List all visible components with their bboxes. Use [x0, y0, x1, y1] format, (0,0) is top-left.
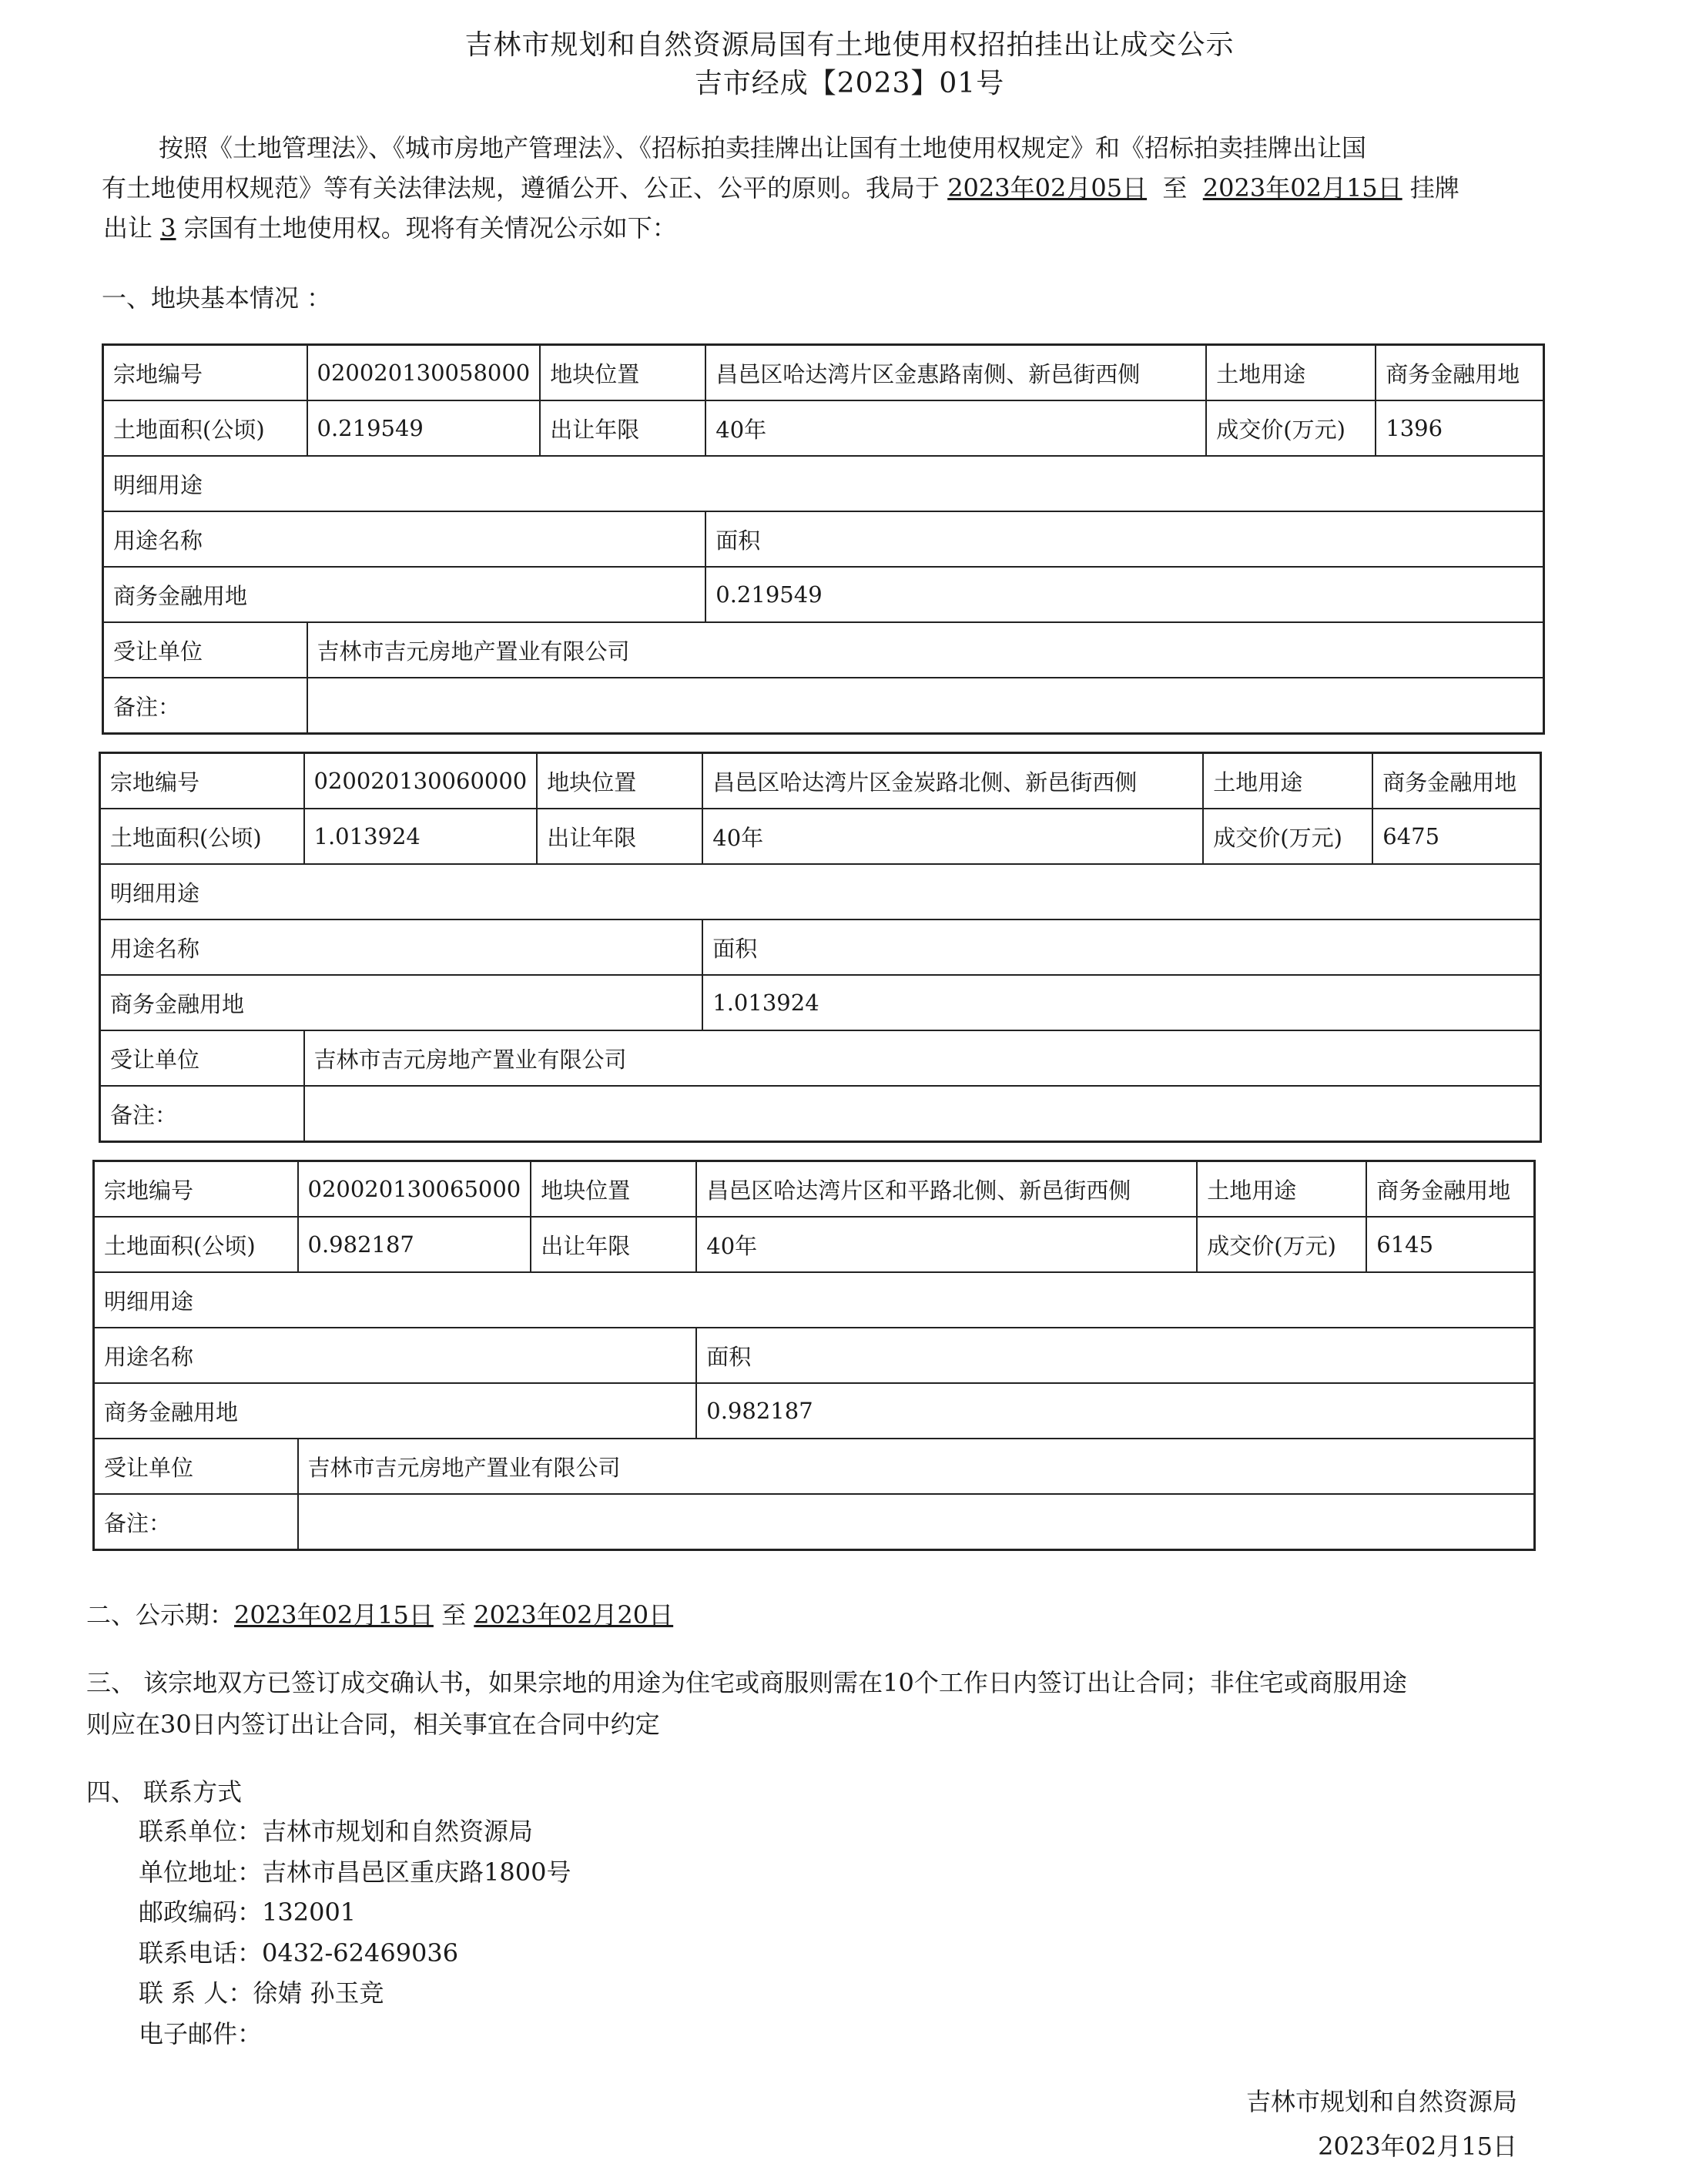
parcel-count: 3 — [160, 213, 176, 243]
intro-line-1: 按照《土地管理法》、《城市房地产管理法》、《招标拍卖挂牌出让国有土地使用权规定》和《招标拍卖挂牌出让国 — [159, 133, 1367, 162]
intro-line-3: 出让 3 宗国有土地使用权。现将有关情况公示如下： — [103, 213, 677, 243]
intro-paragraph — [103, 128, 1513, 248]
section-2-publicity-period: 二、公示期：2023年02月15日 至 2023年02月20日 — [86, 1600, 674, 1630]
label-use-name: 用途名称 — [94, 1328, 697, 1383]
contact-info — [139, 1811, 571, 2054]
listing-end-date: 2023年02月15日 — [1202, 173, 1402, 203]
label-area: 土地面积(公顷) — [100, 809, 304, 864]
land-use-value: 商务金融用地 — [1366, 1161, 1534, 1218]
section-4-heading: 四、 联系方式 — [86, 1777, 243, 1807]
table-row — [100, 753, 1541, 809]
label-area: 土地面积(公顷) — [103, 400, 307, 456]
area-value: 1.013924 — [304, 809, 538, 864]
table-row — [103, 456, 1544, 511]
parcel-no-value: 020020130065000 — [298, 1161, 531, 1218]
contact-unit: 联系单位：吉林市规划和自然资源局 — [139, 1817, 534, 1846]
label-area: 土地面积(公顷) — [94, 1217, 298, 1272]
parcel-table — [102, 343, 1545, 735]
section-3-contract-terms: 三、 该宗地双方已签订成交确认书，如果宗地的用途为住宅或商服则需在10个工作日内签订出让合同；非住宅或商服用途 则应在30日内签订出让合同，相关事宜在合同中约定 — [86, 1668, 1407, 1739]
label-detail-use: 明细用途 — [103, 456, 1544, 511]
label-detail-use: 明细用途 — [100, 864, 1541, 919]
table-row — [100, 1030, 1541, 1086]
signature-date: 2023年02月15日 — [1318, 2132, 1517, 2161]
label-remarks: 备注： — [103, 678, 307, 734]
label-remarks: 备注： — [100, 1086, 304, 1142]
buyer-value: 吉林市吉元房地产置业有限公司 — [307, 622, 1544, 678]
term-value: 40年 — [705, 400, 1206, 456]
label-term: 出让年限 — [537, 809, 702, 864]
signature-org: 吉林市规划和自然资源局 — [1245, 2087, 1517, 2116]
table-row — [100, 975, 1541, 1030]
label-area-col: 面积 — [705, 511, 1543, 567]
table-row — [94, 1439, 1535, 1494]
table-row — [103, 400, 1544, 456]
label-parcel-no: 宗地编号 — [103, 345, 307, 401]
contact-phone: 联系电话：0432-62469036 — [139, 1938, 459, 1968]
label-location: 地块位置 — [540, 345, 705, 401]
label-area-col: 面积 — [702, 919, 1540, 975]
parcel-table — [92, 1160, 1536, 1551]
table-row — [103, 345, 1544, 401]
table-row — [103, 622, 1544, 678]
contact-person: 联 系 人：徐婧 孙玉竞 — [139, 1978, 384, 2008]
detail-use-name-value: 商务金融用地 — [94, 1383, 697, 1439]
remarks-value — [298, 1494, 1535, 1550]
label-location: 地块位置 — [531, 1161, 696, 1218]
remarks-value — [304, 1086, 1541, 1142]
buyer-value: 吉林市吉元房地产置业有限公司 — [304, 1030, 1541, 1086]
listing-start-date: 2023年02月05日 — [947, 173, 1148, 203]
document-number: 吉市经成【2023】01号 — [694, 68, 1005, 99]
detail-use-name-value: 商务金融用地 — [103, 567, 706, 622]
remarks-value — [307, 678, 1544, 734]
label-buyer: 受让单位 — [103, 622, 307, 678]
location-value: 昌邑区哈达湾片区金惠路南侧、新邑街西侧 — [705, 345, 1206, 401]
label-land-use: 土地用途 — [1203, 753, 1372, 809]
label-parcel-no: 宗地编号 — [94, 1161, 298, 1218]
table-row — [103, 678, 1544, 734]
table-row — [100, 864, 1541, 919]
area-value: 0.982187 — [298, 1217, 531, 1272]
section-1-heading: 一、地块基本情况 ： — [102, 283, 332, 313]
table-row — [103, 567, 1544, 622]
table-row — [94, 1494, 1535, 1550]
label-term: 出让年限 — [540, 400, 705, 456]
term-value: 40年 — [702, 809, 1203, 864]
label-remarks: 备注： — [94, 1494, 298, 1550]
table-row — [94, 1217, 1535, 1272]
price-value: 1396 — [1376, 400, 1543, 456]
table-row — [94, 1328, 1535, 1383]
label-price: 成交价(万元) — [1197, 1217, 1366, 1272]
table-row — [100, 809, 1541, 864]
publicity-end-date: 2023年02月20日 — [474, 1600, 674, 1630]
intro-line-2: 有土地使用权规范》等有关法律法规，遵循公开、公正、公平的原则。我局于 2023年02月05日 至 2023年02月15日 挂牌 — [102, 173, 1459, 203]
label-location: 地块位置 — [537, 753, 702, 809]
detail-area-value: 1.013924 — [702, 975, 1540, 1030]
label-land-use: 土地用途 — [1197, 1161, 1366, 1218]
label-use-name: 用途名称 — [100, 919, 703, 975]
table-row — [103, 511, 1544, 567]
label-buyer: 受让单位 — [94, 1439, 298, 1494]
contact-postcode: 邮政编码：132001 — [139, 1898, 357, 1927]
table-row — [94, 1272, 1535, 1328]
location-value: 昌邑区哈达湾片区金炭路北侧、新邑街西侧 — [702, 753, 1203, 809]
table-row — [100, 1086, 1541, 1142]
detail-use-name-value: 商务金融用地 — [100, 975, 703, 1030]
label-land-use: 土地用途 — [1206, 345, 1376, 401]
table-row — [94, 1161, 1535, 1218]
term-value: 40年 — [696, 1217, 1197, 1272]
contact-address: 单位地址：吉林市昌邑区重庆路1800号 — [139, 1857, 571, 1887]
price-value: 6145 — [1366, 1217, 1534, 1272]
label-price: 成交价(万元) — [1203, 809, 1372, 864]
land-use-value: 商务金融用地 — [1372, 753, 1540, 809]
table-row — [100, 919, 1541, 975]
parcel-no-value: 020020130060000 — [304, 753, 538, 809]
label-detail-use: 明细用途 — [94, 1272, 1535, 1328]
label-parcel-no: 宗地编号 — [100, 753, 304, 809]
label-use-name: 用途名称 — [103, 511, 706, 567]
buyer-value: 吉林市吉元房地产置业有限公司 — [298, 1439, 1535, 1494]
page-title: 吉林市规划和自然资源局国有土地使用权招拍挂出让成交公示 — [464, 29, 1235, 61]
label-buyer: 受让单位 — [100, 1030, 304, 1086]
price-value: 6475 — [1372, 809, 1540, 864]
parcel-no-value: 020020130058000 — [307, 345, 541, 401]
contact-email: 电子邮件： — [139, 2018, 263, 2048]
detail-area-value: 0.219549 — [705, 567, 1543, 622]
location-value: 昌邑区哈达湾片区和平路北侧、新邑街西侧 — [696, 1161, 1197, 1218]
detail-area-value: 0.982187 — [696, 1383, 1534, 1439]
parcel-table — [99, 752, 1542, 1143]
label-term: 出让年限 — [531, 1217, 696, 1272]
label-area-col: 面积 — [696, 1328, 1534, 1383]
area-value: 0.219549 — [307, 400, 541, 456]
label-price: 成交价(万元) — [1206, 400, 1376, 456]
land-use-value: 商务金融用地 — [1376, 345, 1543, 401]
table-row — [94, 1383, 1535, 1439]
publicity-start-date: 2023年02月15日 — [234, 1600, 434, 1630]
